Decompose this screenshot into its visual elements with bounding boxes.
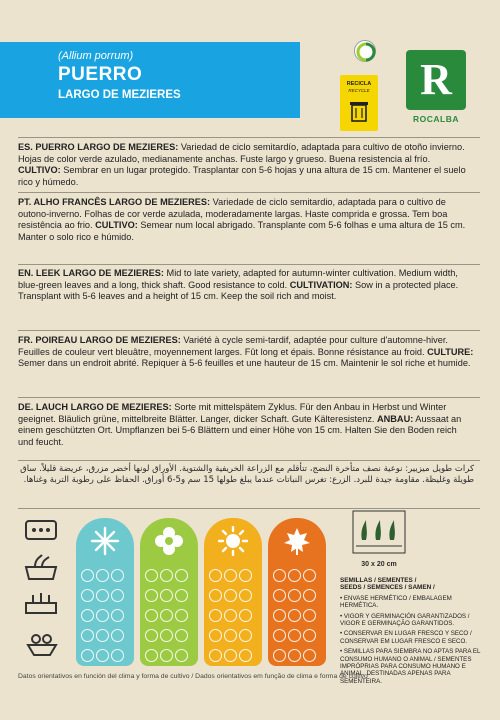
recycle-bin-icon bbox=[349, 99, 369, 123]
cultivation-text: Sow in a protected place. Transplant with 5-6 leaves and a height of 15 cm. Keep the soil rich and moist. bbox=[18, 279, 459, 301]
description-es bbox=[18, 142, 474, 188]
month-dots bbox=[272, 568, 322, 666]
divider bbox=[18, 192, 480, 193]
divider bbox=[18, 397, 480, 398]
description-title: DE. LAUCH LARGO DE MEZIERES: bbox=[18, 402, 172, 412]
cultivation-label: CULTURE: bbox=[427, 346, 474, 357]
description-ar: كرات طويل ميزيير: نوعية نصف متأخرة النضج، تتأقلم مع الزراعة الخريفية والشتوية. الأوراق لونها أخضر مزرق، عريضة قليلاً. ساق طويلة وغليظة. مقاومة جيدة للبرد. الزرع: تغرس النباتات عندما يبلغ طولها 15 سم و5-6 أوراق. الحفاظ على رطوبة التربة وغناها. bbox=[20, 464, 474, 485]
description-text: Variedade de ciclo semitardio, adaptada para o cultivo de outono-inverno. Folhas de cor verde azulada, moderadamente largas. Haste comprida e grossa. Tem boa resistência ao frio. bbox=[18, 197, 448, 230]
description-title: PT. ALHO FRANCÊS LARGO DE MEZIERES: bbox=[18, 197, 211, 207]
month-dots bbox=[80, 568, 130, 666]
season-tile-summer bbox=[204, 518, 262, 666]
seed-notes bbox=[340, 577, 490, 685]
description-title: FR. POIREAU LARGO DE MEZIERES: bbox=[18, 335, 181, 345]
transplant-icon bbox=[26, 593, 56, 613]
green-dot-icon bbox=[354, 40, 376, 62]
harvest-icon bbox=[28, 635, 56, 655]
product-header bbox=[0, 42, 300, 118]
description-text: Sorte mit mittelspätem Zyklus. Für den Anbau in Herbst und Winter geeignet. Bläulich grüne, mittelbreite Blätter. Langer, dicker Schaft. Gute Kälteresistenz. bbox=[18, 402, 447, 424]
maple-leaf-icon bbox=[282, 526, 312, 556]
description-de bbox=[18, 402, 474, 448]
notes-heading: SEMILLAS / SEMENTES / bbox=[340, 577, 417, 584]
cultivation-text: Aussaat an einem geschützten Ort. Umpflanzen bei 5-6 Blättern und einer Höhe von 15 cm. Halten Sie den Boden reich und feucht. bbox=[18, 413, 462, 447]
season-tile-autumn bbox=[268, 518, 326, 666]
sun-icon bbox=[218, 526, 248, 556]
season-tile-winter bbox=[76, 518, 134, 666]
divider bbox=[18, 264, 480, 265]
description-en bbox=[18, 268, 474, 303]
notes-bullet: • ENVASE HERMÉTICO / EMBALAGEM HERMÉTICA. bbox=[340, 594, 452, 610]
cultivation-text: Semear num local abrigado. Transplante com 5-6 folhas e uma altura de 15 cm. Manter o solo rico e húmido. bbox=[18, 220, 466, 242]
divider bbox=[18, 330, 480, 331]
scientific-name: (Allium porrum) bbox=[58, 50, 134, 62]
divider bbox=[18, 137, 480, 138]
cultivation-label: CULTIVO: bbox=[18, 165, 61, 175]
month-dots bbox=[208, 568, 258, 666]
variety-name: LARGO DE MEZIERES bbox=[58, 89, 181, 101]
notes-bullet: • CONSERVAR EN LUGAR FRESCO Y SECO / CONSERVAR EM LUGAR FRESCO E SECO. bbox=[340, 630, 472, 645]
flower-icon bbox=[154, 526, 184, 556]
description-text: Mid to late variety, adapted for autumn-winter cultivation. Medium width, blue-green leaves and a long, thick shaft. Good resistance to cold. bbox=[18, 268, 458, 290]
product-name: PUERRO bbox=[58, 64, 143, 85]
cultivation-text: Sembrar en un lugar protegido. Trasplantar con 5-6 hojas y una altura de 15 cm. Mantener el suelo rico y húmedo. bbox=[18, 165, 466, 187]
description-pt bbox=[18, 197, 474, 243]
disclaimer: Datos orientativos en función del clima y forma de cultivo / Dados orientativos em função de clima e forma de cultivo bbox=[18, 673, 368, 680]
notes-heading: SEEDS / SEMENCES / SAMEN / bbox=[340, 584, 435, 592]
notes-bullet: • VIGOR Y GERMINACIÓN GARANTIZADOS / VIGOR E GERMINAÇÃO GARANTIDOS. bbox=[340, 612, 470, 628]
description-title: ES. PUERRO LARGO DE MEZIERES: bbox=[18, 142, 179, 152]
description-text: Variété à cycle semi-tardif, adaptée pour culture d'automne-hiver. Feuilles de couleur vert bleuâtre, moyennement larges. Fût long et épais. Bonne résistance au froid. bbox=[18, 335, 448, 357]
brand-logo-word: ROCALBA bbox=[413, 114, 459, 124]
plant-spacing-label: 30 x 20 cm bbox=[361, 561, 397, 568]
description-text: Variedad de ciclo semitardío, adaptada para cultivo de otoño invierno. Hojas de color verde azulado, medianamente anchas. Fuste largo y grueso. Buena resistencia al frío. bbox=[18, 142, 465, 164]
snowflake-icon bbox=[90, 526, 120, 556]
brand-logo-mark: R bbox=[406, 50, 466, 110]
description-fr bbox=[18, 335, 474, 370]
season-tile-spring bbox=[140, 518, 198, 666]
growing-phase-icons bbox=[20, 515, 68, 663]
plant-spacing bbox=[352, 510, 406, 566]
seedbed-icon bbox=[26, 555, 56, 579]
cultivation-label: CULTIVO: bbox=[95, 220, 138, 230]
seed-sowing-icon bbox=[26, 521, 56, 539]
notes-bullet: • SEMILLAS PARA SIEMBRA NO APTAS PARA EL CONSUMO HUMANO O ANIMAL / SEMENTES IMPRÓPRIAS PARA CONSUMO HUMANO E ANIMAL. DESTINADAS APENAS PARA SEMENTEIRA. bbox=[340, 648, 481, 685]
month-dots bbox=[144, 568, 194, 666]
recycle-label: RECICLA bbox=[346, 81, 372, 87]
brand-logo bbox=[402, 44, 470, 126]
description-title: EN. LEEK LARGO DE MEZIERES: bbox=[18, 268, 164, 278]
divider bbox=[18, 508, 480, 509]
plant-spacing-icon bbox=[352, 510, 406, 554]
recycle-badge bbox=[340, 75, 378, 131]
divider bbox=[18, 460, 480, 461]
recycle-label-en: RECYCLE bbox=[348, 88, 370, 93]
cultivation-label: ANBAU: bbox=[377, 413, 414, 424]
cultivation-text: Semer dans un endroit abrité. Repiquer à 5-6 feuilles et une hauteur de 15 cm. Maintenir le sol riche et humide. bbox=[18, 358, 471, 368]
cultivation-label: CULTIVATION: bbox=[289, 279, 353, 290]
